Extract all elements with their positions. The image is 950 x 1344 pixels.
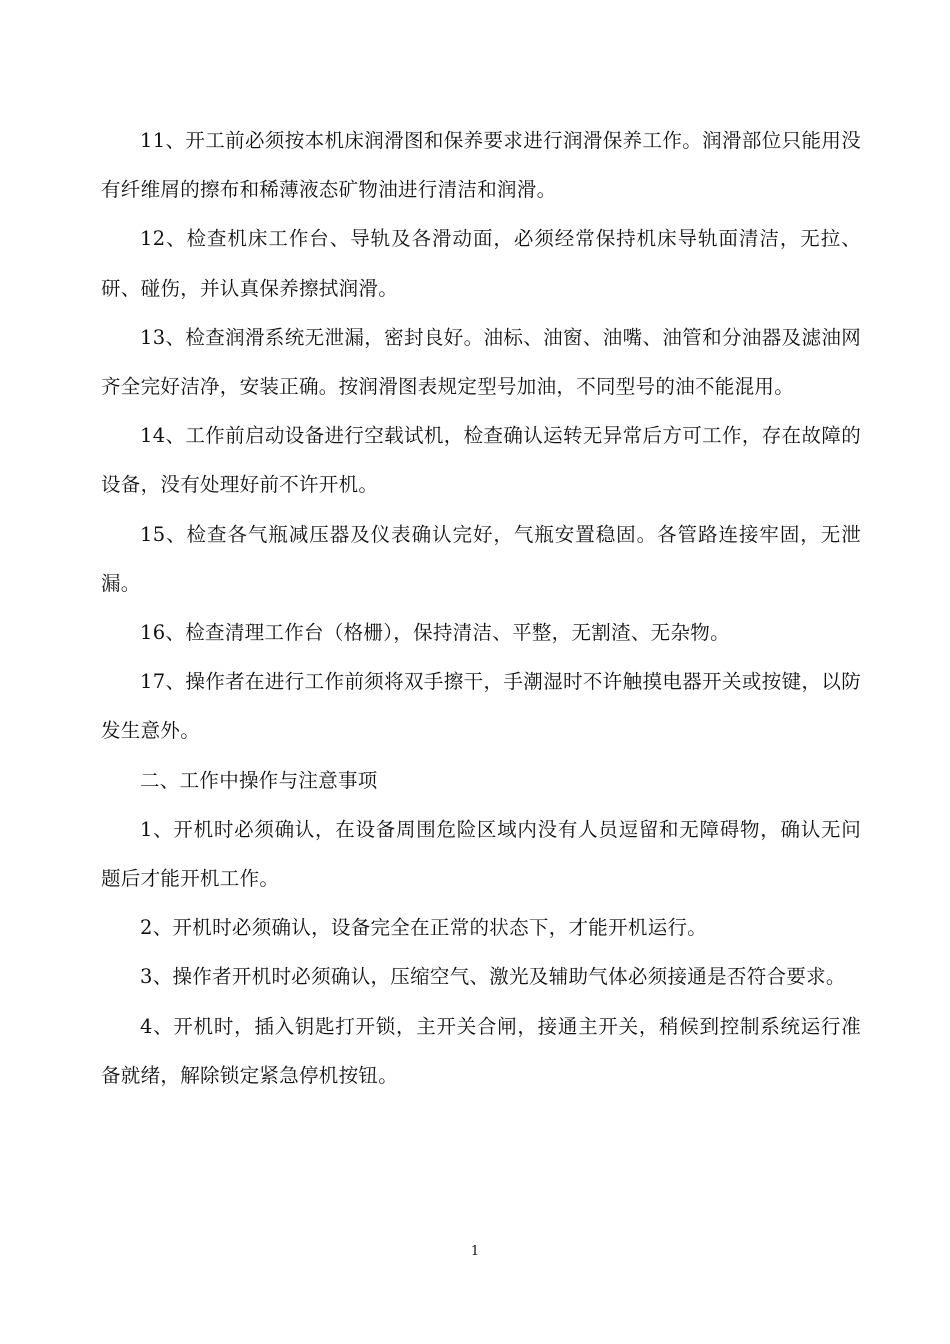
paragraph-item-16: 16、检查清理工作台（格栅），保持清洁、平整，无割渣、无杂物。 [140, 621, 730, 645]
paragraph-item-17: 17、操作者在进行工作前须将双手擦干，手潮湿时不许触摸电器开关或按键，以防发生意外。 [101, 670, 861, 743]
paragraph-item-2: 2、开机时必须确认，设备完全在正常的状态下，才能开机运行。 [140, 916, 708, 940]
paragraph-item-1: 1、开机时必须确认，在设备周围危险区域内没有人员逗留和无障碍物，确认无问题后才能开机工作。 [101, 817, 861, 891]
paragraph-item-13: 13、检查润滑系统无泄漏，密封良好。油标、油窗、油嘴、油管和分油器及滤油网齐全完好洁净，安装正确。按润滑图表规定型号加油，不同型号的油不能混用。 [101, 325, 861, 399]
paragraph-item-14: 14、工作前启动设备进行空载试机，检查确认运转无异常后方可工作，存在故障的设备，没有处理好前不许开机。 [101, 424, 861, 497]
paragraph-item-3: 3、操作者开机时必须确认，压缩空气、激光及辅助气体必须接通是否符合要求。 [140, 965, 846, 989]
document-body [101, 116, 861, 1100]
paragraph-item-11: 11、开工前必须按本机床润滑图和保养要求进行润滑保养工作。润滑部位只能用没有纤维屑的擦布和稀薄液态矿物油进行清洁和润滑。 [101, 129, 861, 202]
section-heading: 二、工作中操作与注意事项 [140, 768, 378, 792]
paragraph-item-15: 15、检查各气瓶减压器及仪表确认完好，气瓶安置稳固。各管路连接牢固，无泄漏。 [101, 522, 861, 595]
page-number: 1 [470, 1244, 480, 1259]
paragraph-item-4: 4、开机时，插入钥匙打开锁，主开关合闸，接通主开关，稍候到控制系统运行准备就绪，解除锁定紧急停机按钮。 [101, 1014, 861, 1087]
paragraph-item-12: 12、检查机床工作台、导轨及各滑动面，必须经常保持机床导轨面清洁，无拉、研、碰伤，并认真保养擦拭润滑。 [101, 227, 861, 300]
